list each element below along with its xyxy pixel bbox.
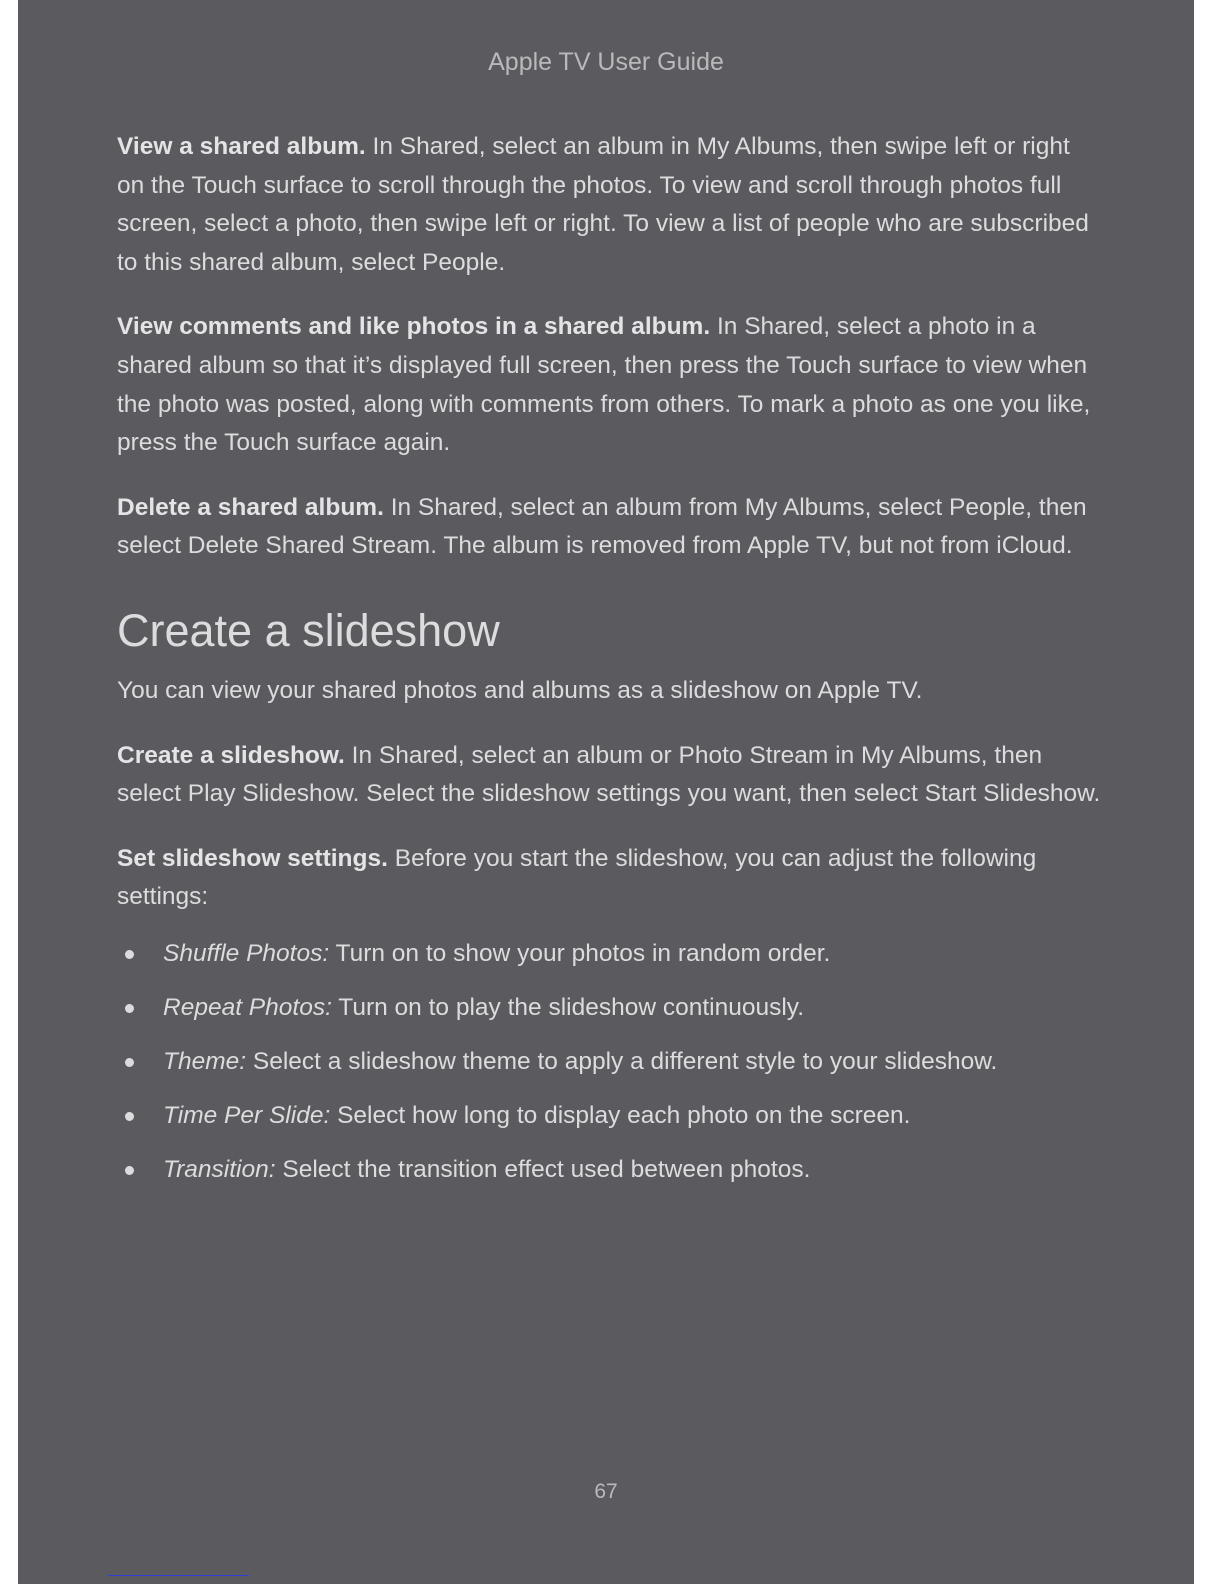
paragraph-body: In Shared, select an album from My Albums, select People, then select Delete Shared Stream. The album is removed from Apple TV, but not from iCloud.: [117, 493, 1087, 560]
setting-description: Turn on to play the slideshow continuously.: [331, 993, 805, 1021]
paragraph-lead: Delete a shared album.: [117, 493, 384, 521]
bullet-icon: [125, 1058, 134, 1067]
bullet-icon: [125, 1004, 134, 1013]
list-item: [117, 1151, 1102, 1189]
setting-description: Select how long to display each photo on the screen.: [330, 1101, 911, 1129]
page-number: 67: [594, 1480, 618, 1503]
list-item: [117, 935, 1102, 973]
setting-description: Turn on to show your photos in random order.: [329, 939, 831, 967]
setting-term: Time Per Slide:: [163, 1101, 331, 1129]
paragraph-create-slideshow: [117, 737, 1102, 814]
bullet-icon: [125, 1112, 134, 1121]
bullet-icon: [125, 1166, 134, 1175]
paragraph-body: In Shared, select an album or Photo Stream in My Albums, then select Play Slideshow. Select the slideshow settings you want, then select Start Slideshow.: [117, 741, 1101, 808]
paragraph-lead: Set slideshow settings.: [117, 844, 388, 872]
paragraph-view-comments: [117, 308, 1102, 462]
section-intro: You can view your shared photos and albums as a slideshow on Apple TV.: [117, 676, 923, 704]
paragraph-lead: View a shared album.: [117, 133, 366, 160]
list-item: [117, 1043, 1102, 1081]
list-item: [117, 989, 1102, 1027]
list-item: [117, 1097, 1102, 1135]
paragraph-body: Before you start the slideshow, you can adjust the following settings:: [117, 844, 1037, 911]
footnote-divider: [108, 1575, 249, 1576]
paragraph-body: In Shared, select an album in My Albums, then swipe left or right on the Touch surface to scroll through the photos. To view and scroll through photos full screen, select a photo, then swipe left or right. To view a list of people who are subscribed to this shared album, select People.: [117, 133, 1089, 276]
running-header: Apple TV User Guide: [488, 48, 724, 76]
paragraph-view-shared-album: [117, 128, 1102, 282]
setting-term: Transition:: [163, 1155, 276, 1183]
paragraph-delete-shared-album: [117, 489, 1102, 566]
setting-term: Shuffle Photos:: [163, 939, 330, 967]
page-content: [117, 128, 1102, 1205]
setting-term: Theme:: [163, 1047, 247, 1075]
section-heading: Create a slideshow: [117, 604, 500, 656]
settings-list: [117, 935, 1102, 1189]
setting-description: Select a slideshow theme to apply a different style to your slideshow.: [246, 1047, 998, 1075]
paragraph-set-slideshow-settings: [117, 840, 1102, 917]
paragraph-lead: Create a slideshow.: [117, 741, 345, 769]
setting-description: Select the transition effect used between photos.: [275, 1155, 811, 1183]
setting-term: Repeat Photos:: [163, 993, 332, 1021]
paragraph-body: In Shared, select a photo in a shared album so that it’s displayed full screen, then press the Touch surface to view when the photo was posted, along with comments from others. To mark a photo as one you like, press the Touch surface again.: [117, 313, 1091, 457]
paragraph-lead: View comments and like photos in a shared album.: [117, 313, 711, 341]
document-page: [18, 0, 1194, 1584]
bullet-icon: [125, 950, 134, 959]
